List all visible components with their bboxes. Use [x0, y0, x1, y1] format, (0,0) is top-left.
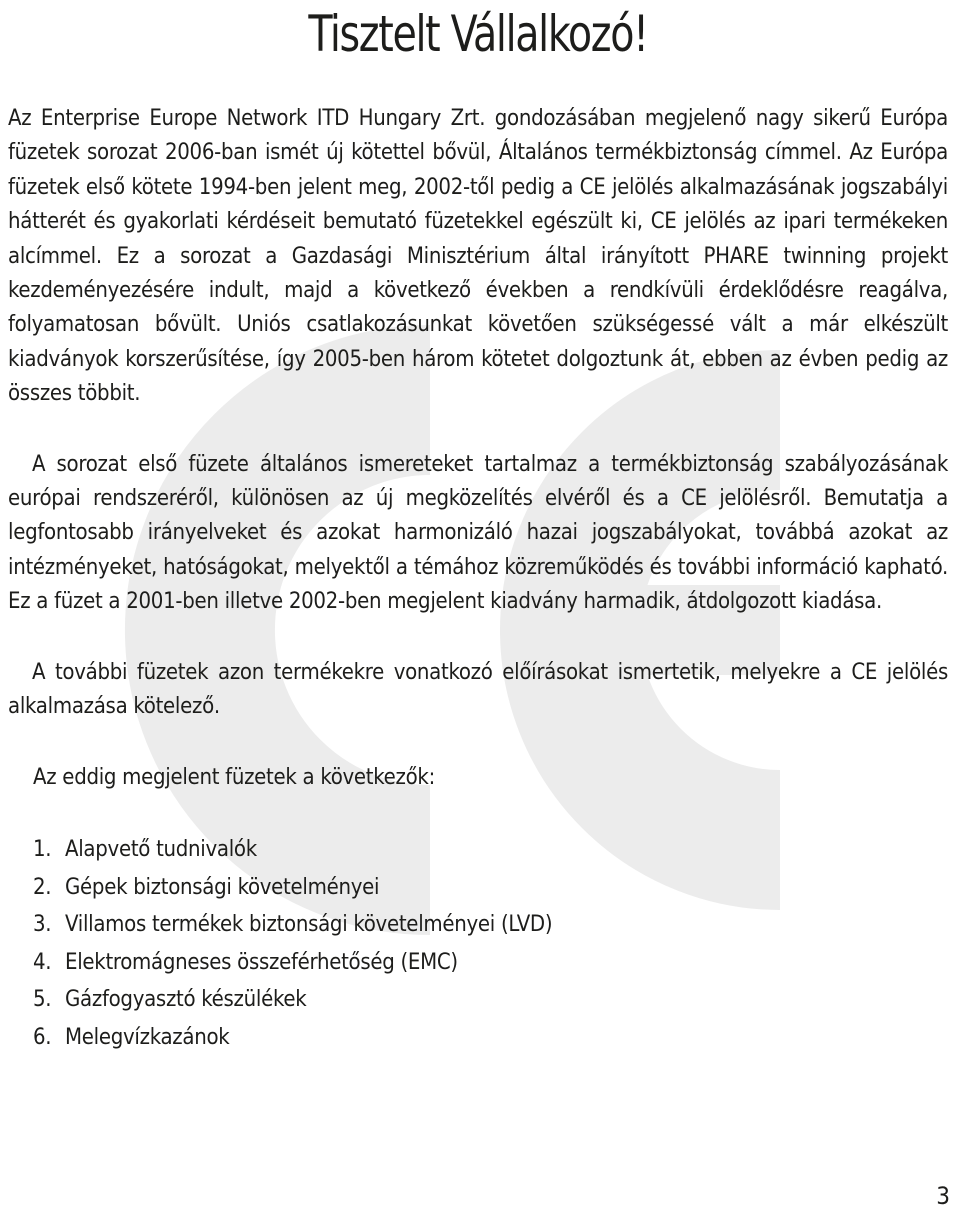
list-item-number: 4.	[33, 949, 52, 975]
further-volumes-paragraph: A további füzetek azon termékekre vonatkozó előírásokat ismertetik, melyekre a CE jelölés alkalmazása kötelező.	[8, 659, 948, 720]
list-item-label: Melegvízkazánok	[65, 1024, 230, 1050]
list-item	[33, 906, 948, 944]
list-item-number: 2.	[33, 874, 52, 900]
list-item-number: 1.	[33, 836, 52, 862]
list-item	[33, 1019, 948, 1057]
page-title: Tisztelt Vállalkozó!	[308, 5, 648, 63]
page-number: 3	[936, 1182, 950, 1210]
list-item-number: 5.	[33, 987, 52, 1013]
list-item-number: 3.	[33, 912, 52, 938]
published-volumes-list	[8, 831, 948, 1057]
list-item-label: Alapvető tudnivalók	[65, 836, 257, 862]
list-item	[33, 944, 948, 982]
published-volumes-heading: Az eddig megjelent füzetek a következők:	[33, 764, 435, 790]
list-item-label: Gázfogyasztó készülékek	[65, 987, 307, 1013]
intro-paragraph: Az Enterprise Europe Network ITD Hungary Zrt. gondozásában megjelenő nagy sikerű Európa füzetek sorozat 2006-ban ismét új kötettel bővül, Általános termékbiztonság címmel. Az Európa füzetek első kötete 1994-ben jelent meg, 2002-től pedig a CE jelölés alkalmazásának jogszabályi hátterét és gyakorlati kérdéseit bemutató füzetekkel egészült ki, CE jelölés az ipari termékeken alcímmel. Ez a sorozat a Gazdasági Minisztérium által irányított PHARE twinning projekt kezdeményezésére indult, majd a következő években a rendkívüli érdeklődésre reagálva, folyamatosan bővült. Uniós csatlakozásunkat követően szükségessé vált a már elkészült kiadványok korszerűsítése, így 2005-ben három kötetet dolgoztunk át, ebben az évben pedig az összes többit.	[8, 106, 948, 407]
list-item	[33, 831, 948, 869]
list-item	[33, 981, 948, 1019]
list-item-number: 6.	[33, 1024, 52, 1050]
series-first-volume-paragraph: A sorozat első füzete általános ismereteket tartalmaz a termékbiztonság szabályozásának európai rendszeréről, különösen az új megközelítés elvéről és a CE jelölésről. Bemutatja a legfontosabb irányelveket és azokat harmonizáló hazai jogszabályokat, továbbá azokat az intézményeket, hatóságokat, melyektől a témához közreműködés és további információ kapható. Ez a füzet a 2001-ben illetve 2002-ben megjelent kiadvány harmadik, átdolgozott kiadása.	[8, 451, 948, 615]
list-item-label: Villamos termékek biztonsági követelményei (LVD)	[65, 912, 553, 938]
list-item	[33, 869, 948, 907]
list-item-label: Gépek biztonsági követelményei	[65, 874, 380, 900]
list-item-label: Elektromágneses összeférhetőség (EMC)	[65, 949, 458, 975]
